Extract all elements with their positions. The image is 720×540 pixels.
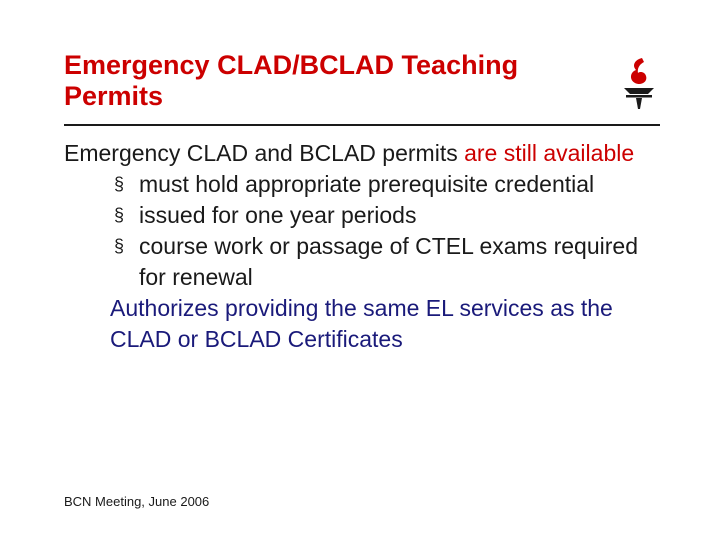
list-item	[64, 200, 664, 231]
footer-text: BCN Meeting, June 2006	[64, 494, 210, 509]
list-item	[64, 169, 664, 200]
bullet-text: must hold appropriate prerequisite credential	[139, 171, 595, 197]
slide-body	[64, 138, 664, 355]
intro-text: Emergency CLAD and BCLAD permits	[64, 140, 465, 166]
intro-paragraph	[64, 138, 664, 169]
bullet-marker: §	[114, 205, 125, 225]
bullet-text: issued for one year periods	[139, 202, 417, 228]
bullet-marker: §	[114, 174, 125, 194]
torch-logo-icon	[620, 54, 658, 110]
closing-paragraph: Authorizes providing the same EL services as the CLAD or BCLAD Certificates	[110, 295, 613, 352]
bullet-text: course work or passage of CTEL exams required for renewal	[139, 233, 638, 290]
bullet-list	[64, 169, 664, 293]
intro-highlight: are still available	[464, 140, 635, 166]
slide-title: Emergency CLAD/BCLAD Teaching Permits	[64, 50, 519, 111]
bullet-marker: §	[114, 236, 125, 256]
title-divider	[64, 124, 660, 126]
list-item	[64, 231, 664, 293]
